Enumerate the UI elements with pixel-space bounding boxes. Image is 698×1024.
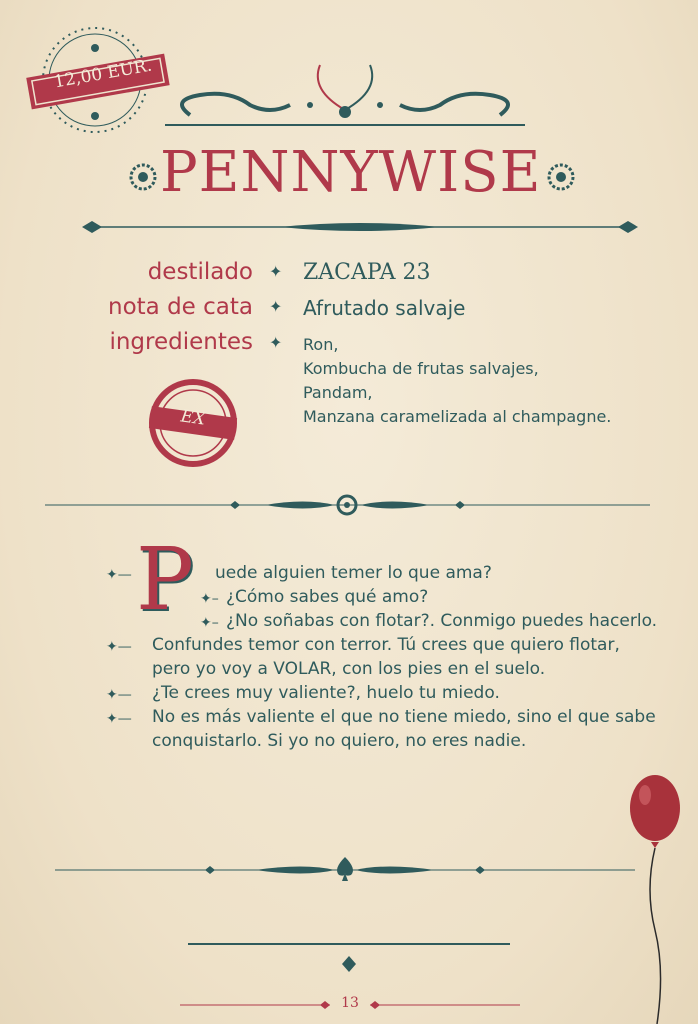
middle-divider [45,490,650,520]
label-nota: nota de cata [108,294,253,320]
dialogue-line: No es más valiente el que no tiene miedo, sino el que sabe [152,707,656,727]
dash-icon: ✦— [106,711,132,727]
dash-icon: ✦— [106,639,132,655]
ingredient-item: Kombucha de frutas salvajes, [303,359,539,378]
page-number: 13 [341,995,359,1011]
ingredient-item: Pandam, [303,383,373,402]
dialogue-line: Confundes temor con terror. Tú crees que quiero flotar, [152,635,620,655]
stamp-text: EX [179,406,207,430]
value-nota: Afrutado salvaje [303,296,466,320]
dash-icon: ✦— [106,687,132,703]
dialogue-line: ¿Te crees muy valiente?, huelo tu miedo. [152,683,500,703]
rosette-icon [546,162,576,192]
label-ingredientes: ingredientes [109,329,253,355]
ingredient-item: Ron, [303,335,339,354]
bottom-divider [188,938,510,978]
drop-cap: P [136,530,194,630]
title-divider [80,215,640,239]
top-ornament [160,60,530,130]
value-destilado: ZACAPA 23 [303,260,431,285]
star-icon: ✦ [269,333,283,352]
page-title: PENNYWISE [160,140,542,205]
rosette-icon [128,162,158,192]
lower-divider [55,855,635,885]
balloon-icon [615,770,695,1024]
dialogue-line: ¿No soñabas con flotar?. Conmigo puedes hacerlo. [226,611,658,631]
dialogue-line: pero yo voy a VOLAR, con los pies en el suelo. [152,659,546,679]
label-destilado: destilado [147,259,253,285]
dialogue-line: uede alguien temer lo que ama? [215,563,492,583]
dash-icon: ✦— [106,567,132,583]
price-tag: 12,00 EUR. [52,55,154,93]
dialogue-line: conquistarlo. Si yo no quiero, no eres nadie. [152,731,527,751]
dialogue-line: ¿Cómo sabes qué amo? [226,587,429,607]
dash-icon: ✦– [200,591,219,607]
ingredient-item: Manzana caramelizada al champagne. [303,407,612,426]
star-icon: ✦ [269,297,283,316]
dash-icon: ✦– [200,615,219,631]
star-icon: ✦ [269,262,283,281]
